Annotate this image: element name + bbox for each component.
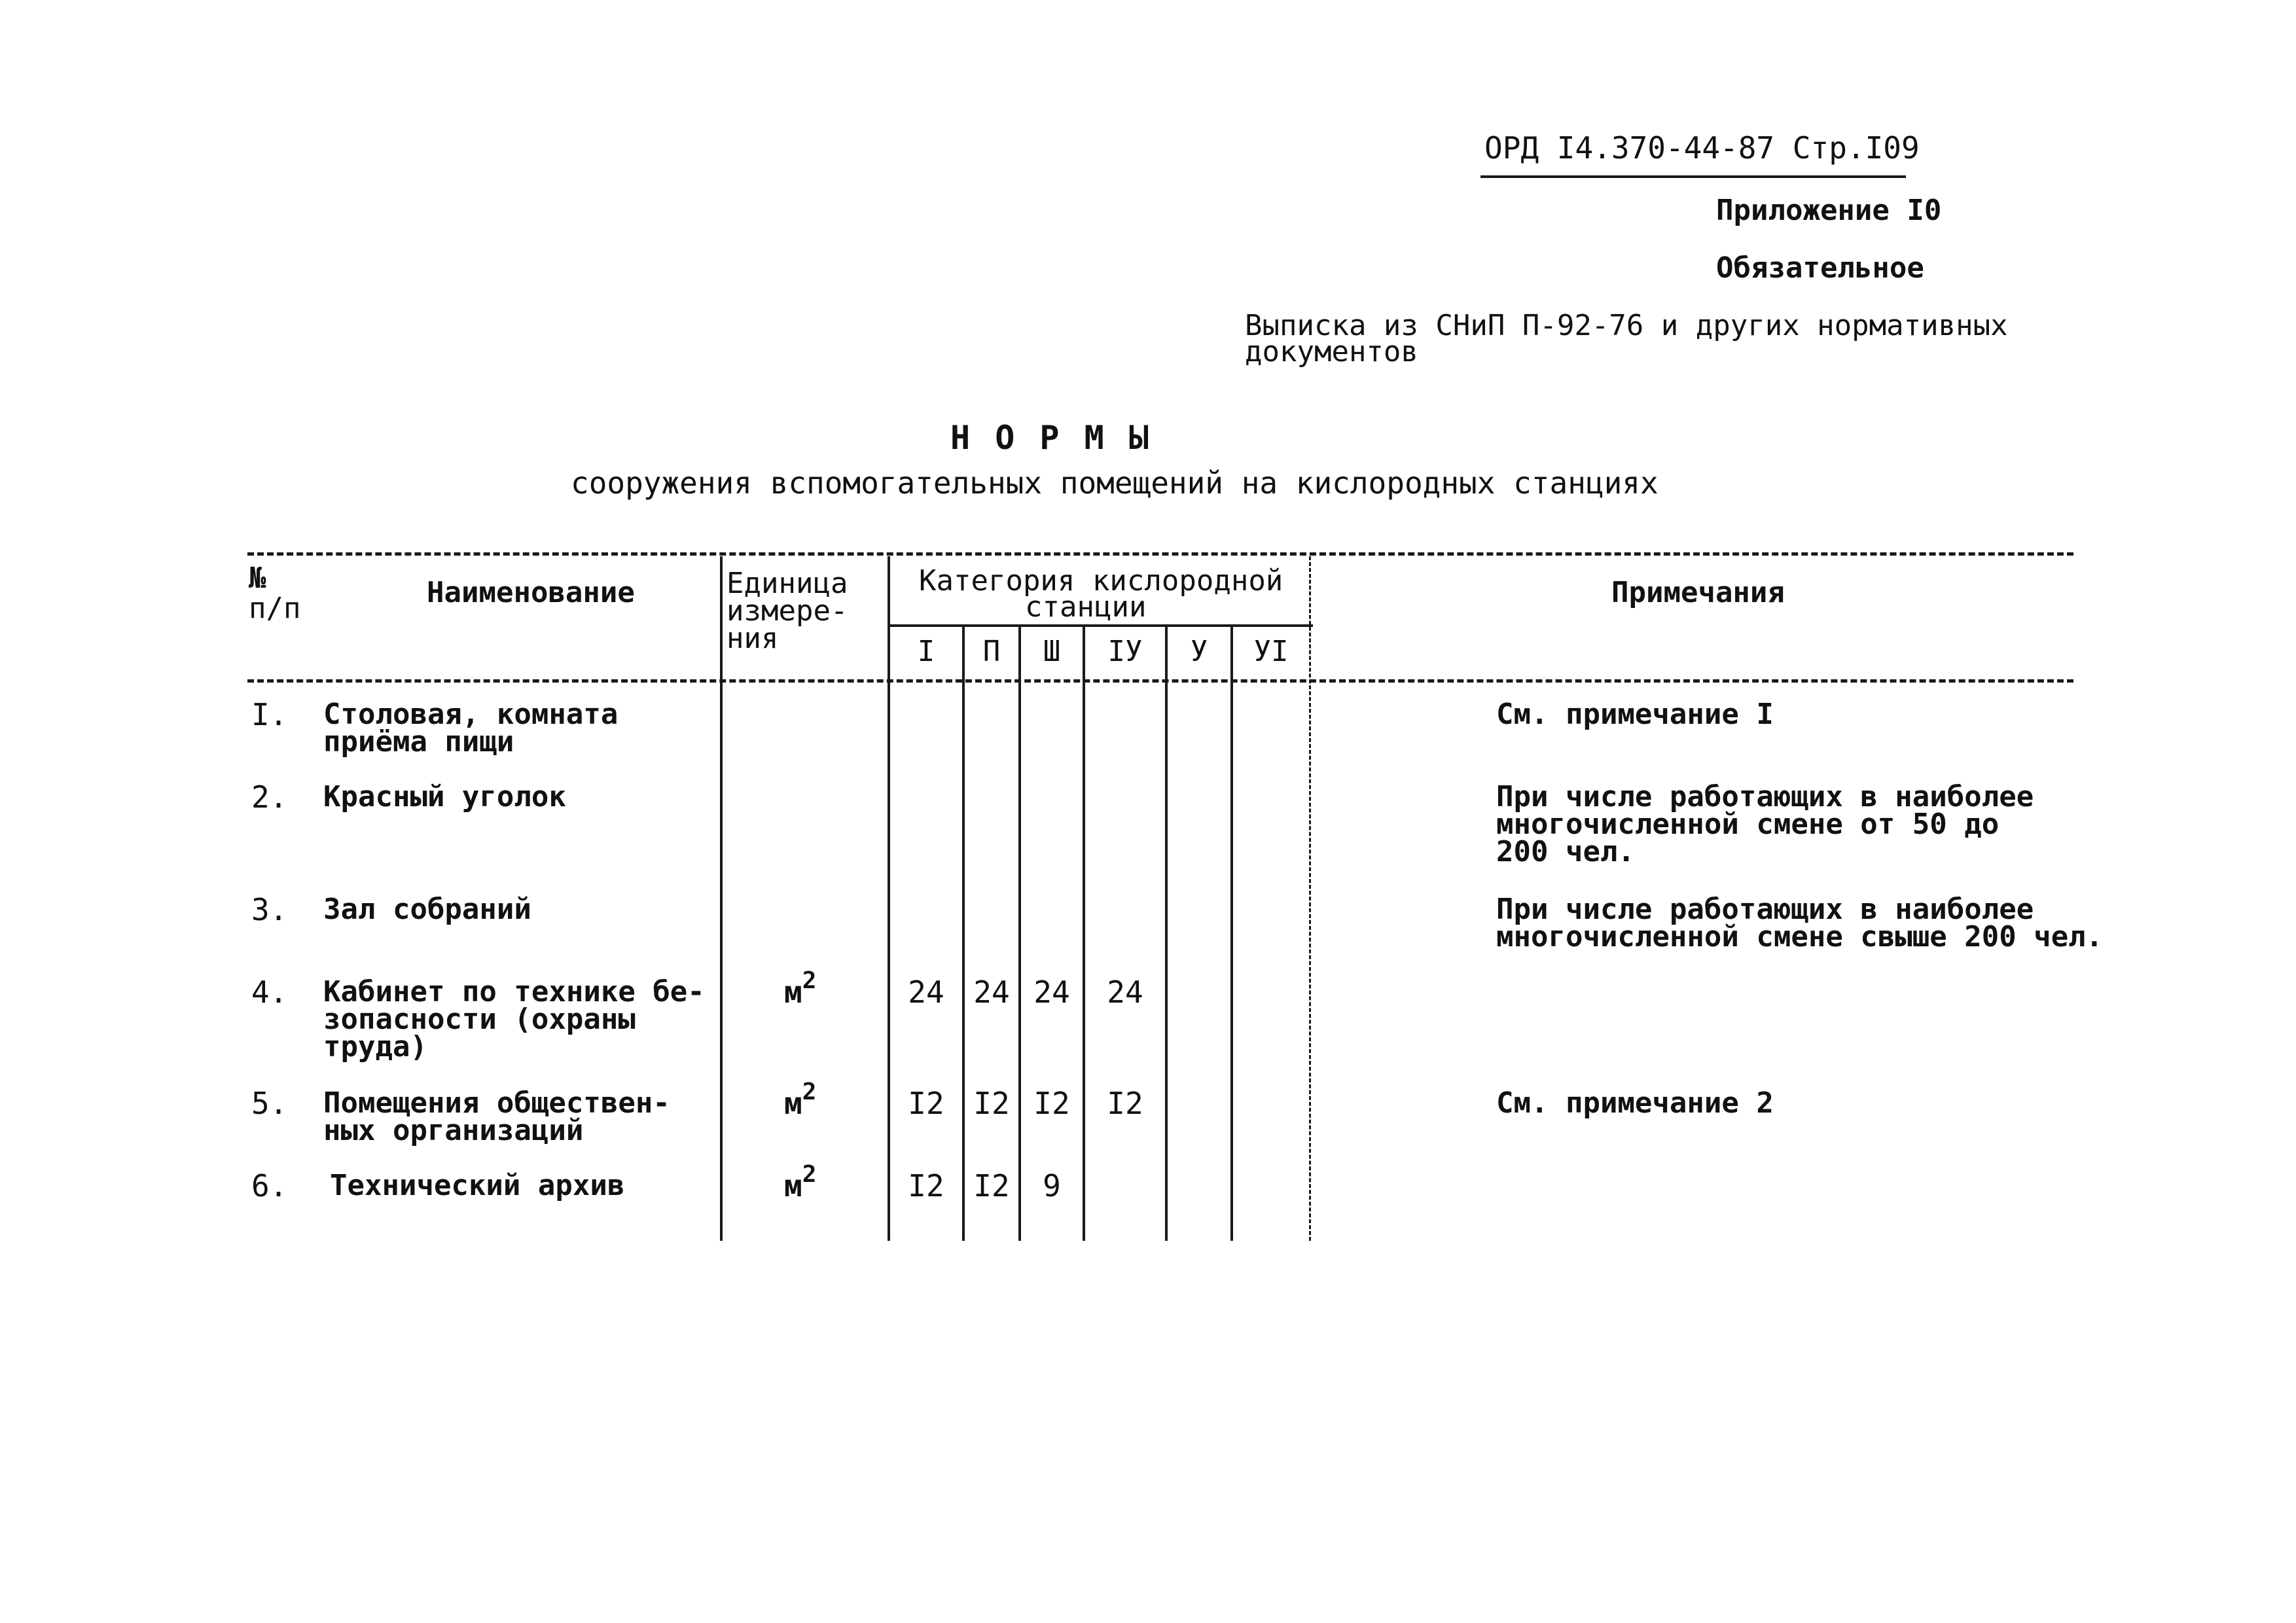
row-6-number: 6. [251,1168,288,1204]
row-4-value-IV: 24 [1107,974,1143,1010]
header-number-symbol: № [249,562,266,595]
category-header-V: У [1190,635,1208,668]
notes-column-left-border [1309,556,1311,1241]
page-title: Н О Р М Ы [950,419,1151,457]
category-subheader-rule [888,624,1313,627]
unit-column-left-border [720,556,723,1241]
category-divider-5 [1230,627,1233,1241]
row-2-name-line-1: Красный уголок [323,780,566,813]
row-4-name-line-1: Кабинет по технике бе- [323,975,705,1008]
row-2-number: 2. [251,779,288,815]
excerpt-line-1: Выписка из СНиП П-92-76 и других нормативных [1245,309,2008,342]
header-notes: Примечания [1611,576,1785,609]
reference-underline [1480,175,1906,178]
row-5-value-I: I2 [908,1086,944,1121]
header-category-line-1: Категория кислородной [919,564,1283,597]
header-category-line-2: станции [1025,590,1147,624]
row-1-name-line-1: Столовая, комната [323,698,619,731]
mandatory-label: Обязательное [1716,251,1924,285]
row-4-name-line-3: труда) [323,1030,427,1063]
row-4-name-line-2: зопасности (охраны [323,1003,636,1036]
row-4-unit-exponent: 2 [802,967,817,994]
row-3-number: 3. [251,892,288,927]
header-number-label: п/п [249,592,301,625]
category-header-II: П [982,635,1001,668]
appendix-label: Приложение I0 [1716,194,1942,227]
row-4-unit [784,967,817,1010]
page-subtitle: сооружения вспомогательных помещений на кислородных станциях [571,465,1659,501]
row-4-unit-base: м [784,974,802,1010]
row-5-name-line-1: Помещения обществен- [323,1086,670,1120]
category-header-IV: IУ [1107,635,1143,668]
row-4-number: 4. [251,974,288,1010]
row-5-value-III: I2 [1033,1086,1070,1121]
category-divider-2 [1018,627,1021,1241]
row-1-number: I. [251,697,288,732]
category-divider-4 [1165,627,1168,1241]
row-6-unit [784,1161,817,1204]
row-5-unit-base: м [784,1086,802,1121]
row-5-number: 5. [251,1086,288,1121]
row-5-value-IV: I2 [1107,1086,1143,1121]
header-unit-line-3: ния [726,622,779,655]
row-6-value-III: 9 [1043,1168,1061,1204]
row-4-value-II: 24 [973,974,1010,1010]
row-5-value-II: I2 [973,1086,1010,1121]
category-header-III: Ш [1043,635,1061,668]
row-6-name-line-1: Технический архив [330,1169,625,1202]
row-1-note-line-1: См. примечание I [1496,698,1774,731]
row-3-note-line-2: многочисленной смене свыше 200 чел. [1496,920,2104,954]
row-5-name-line-2: ных организаций [323,1114,584,1147]
category-divider-3 [1083,627,1085,1241]
row-5-unit-exponent: 2 [802,1079,817,1105]
row-6-unit-base: м [784,1168,802,1204]
row-6-value-I: I2 [908,1168,944,1204]
row-3-name-line-1: Зал собраний [323,893,531,926]
row-2-note-line-2: многочисленной смене от 50 до [1496,808,2000,841]
table-top-rule [247,552,2073,556]
row-1-name-line-2: приёма пищи [323,725,514,758]
row-2-note-line-1: При числе работающих в наиболее [1496,780,2034,813]
row-5-note-line-1: См. примечание 2 [1496,1086,1774,1120]
document-reference: ОРД I4.370-44-87 Стр.I09 [1484,130,1920,166]
excerpt-line-2: документов [1245,335,1418,368]
row-4-value-III: 24 [1033,974,1070,1010]
header-bottom-rule [247,679,2073,683]
header-unit-line-1: Единица [726,567,848,600]
row-5-unit [784,1079,817,1121]
row-2-note-line-3: 200 чел. [1496,835,1635,868]
category-divider-1 [962,627,965,1241]
category-header-VI: УI [1253,635,1289,668]
header-name: Наименование [427,576,635,609]
row-4-value-I: 24 [908,974,944,1010]
row-6-value-II: I2 [973,1168,1010,1204]
row-6-unit-exponent: 2 [802,1161,817,1188]
row-3-note-line-1: При числе работающих в наиболее [1496,893,2034,926]
category-header-I: I [917,635,935,668]
header-unit-line-2: измере- [726,594,848,628]
